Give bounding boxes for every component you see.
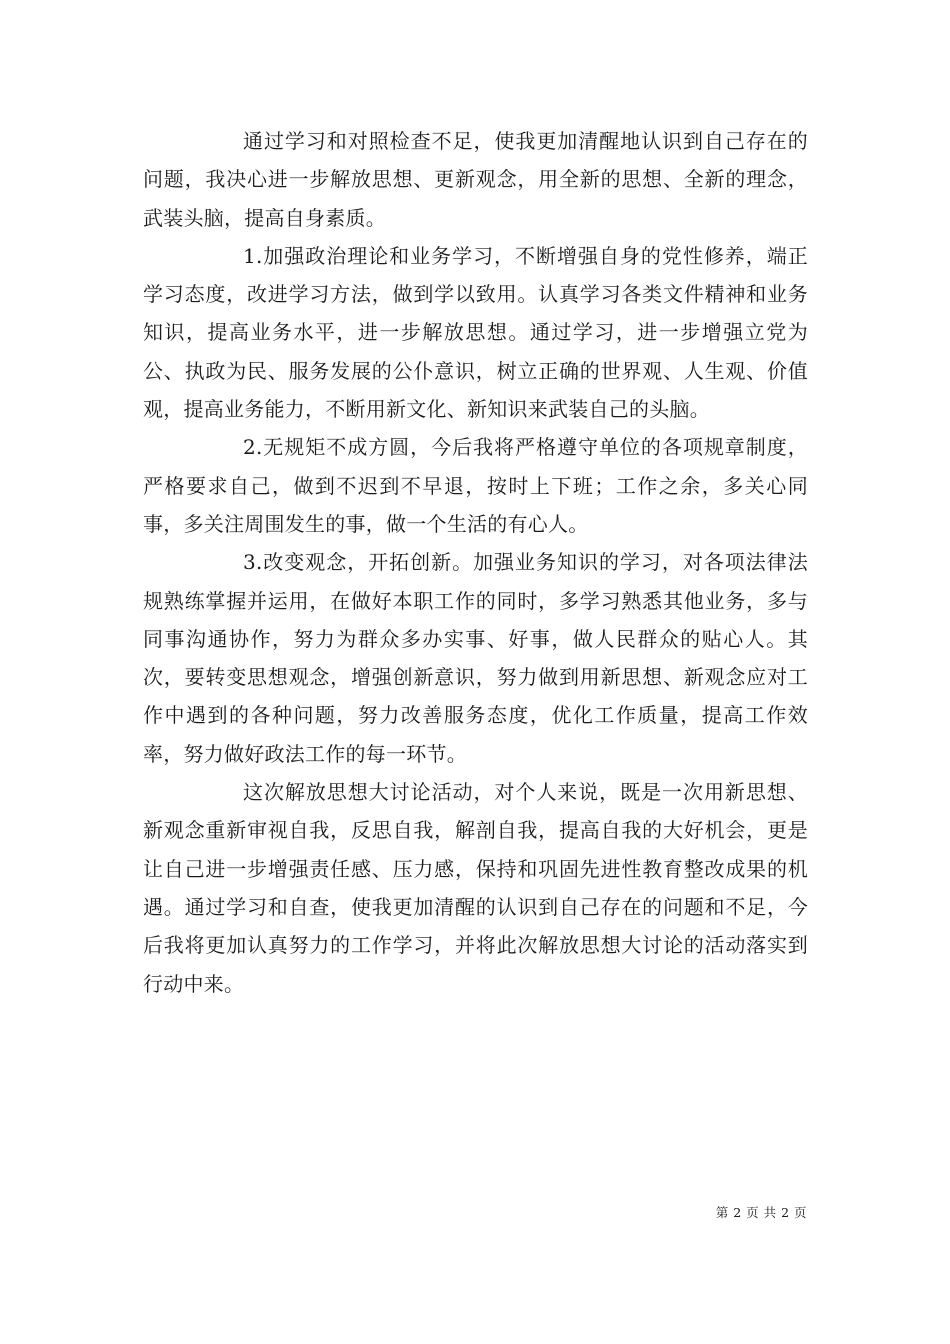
paragraph-conclusion: 这次解放思想大讨论活动，对个人来说，既是一次用新思想、新观念重新审视自我，反思自我，解剖自我，提高自我的大好机会，更是让自己进一步增强责任感、压力感，保持和巩固先进性教育整改成果的机遇。通过学习和自查，使我更加清醒的认识到自己存在的问题和不足，今后我将更加认真努力的工作学习，并将此次解放思想大讨论的活动落实到行动中来。 [143, 780, 808, 996]
document-body [143, 122, 808, 1003]
paragraph-intro: 通过学习和对照检查不足，使我更加清醒地认识到自己存在的问题，我决心进一步解放思想、更新观念，用全新的思想、全新的理念，武装头脑，提高自身素质。 [143, 129, 808, 230]
page-number-footer: 第 2 页 共 2 页 [715, 1205, 807, 1220]
paragraph-item-1: 1.加强政治理论和业务学习，不断增强自身的党性修养，端正学习态度，改进学习方法，做到学以致用。认真学习各类文件精神和业务知识，提高业务水平，进一步解放思想。通过学习，进一步增强立党为公、执政为民、服务发展的公仆意识，树立正确的世界观、人生观、价值观，提高业务能力，不断用新文化、新知识来武装自己的头脑。 [143, 243, 808, 422]
paragraph-item-2: 2.无规矩不成方圆，今后我将严格遵守单位的各项规章制度，严格要求自己，做到不迟到不早退，按时上下班；工作之余，多关心同事，多关注周围发生的事，做一个生活的有心人。 [143, 435, 808, 536]
paragraph-item-3: 3.改变观念，开拓创新。加强业务知识的学习，对各项法律法规熟练掌握并运用，在做好本职工作的同时，多学习熟悉其他业务，多与同事沟通协作，努力为群众多办实事、好事，做人民群众的贴心人。其次，要转变思想观念，增强创新意识，努力做到用新思想、新观念应对工作中遇到的各种问题，努力改善服务态度，优化工作质量，提高工作效率，努力做好政法工作的每一环节。 [143, 550, 808, 766]
